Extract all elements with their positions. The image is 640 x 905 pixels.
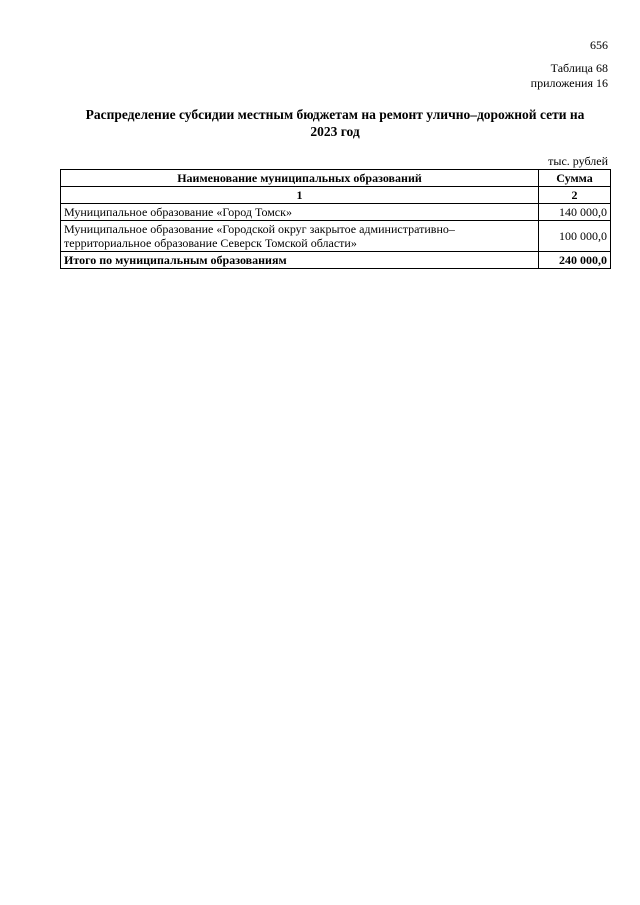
header-name: Наименование муниципальных образований bbox=[61, 170, 539, 187]
total-name: Итого по муниципальным образованиям bbox=[61, 252, 539, 269]
document-title-line-1: Распределение субсидии местным бюджетам на ремонт улично–дорожной сети на bbox=[85, 107, 585, 122]
table-row bbox=[61, 221, 611, 252]
table-label: Таблица 68 bbox=[550, 61, 608, 75]
row-sum-seversk: 100 000,0 bbox=[539, 221, 611, 252]
row-name-seversk-line-2: территориальное образование Северск Томской области» bbox=[64, 236, 357, 250]
document-title-line-2: 2023 год bbox=[310, 124, 360, 139]
column-number-1: 1 bbox=[61, 187, 539, 204]
total-row bbox=[61, 252, 611, 269]
table-reference bbox=[531, 61, 608, 91]
row-sum-tomsk: 140 000,0 bbox=[539, 204, 611, 221]
row-name-seversk bbox=[61, 221, 539, 252]
header-sum: Сумма bbox=[539, 170, 611, 187]
table-header-row bbox=[61, 170, 611, 187]
table-row bbox=[61, 204, 611, 221]
total-sum: 240 000,0 bbox=[539, 252, 611, 269]
subsidy-table bbox=[60, 169, 611, 269]
column-number-row bbox=[61, 187, 611, 204]
appendix-label: приложения 16 bbox=[530, 76, 608, 90]
document-title bbox=[60, 106, 610, 140]
column-number-2: 2 bbox=[539, 187, 611, 204]
page-number: 656 bbox=[590, 38, 608, 52]
row-name-seversk-line-1: Муниципальное образование «Городской округ закрытое административно– bbox=[64, 222, 455, 236]
unit-label: тыс. рублей bbox=[548, 154, 608, 168]
row-name-tomsk: Муниципальное образование «Город Томск» bbox=[61, 204, 539, 221]
